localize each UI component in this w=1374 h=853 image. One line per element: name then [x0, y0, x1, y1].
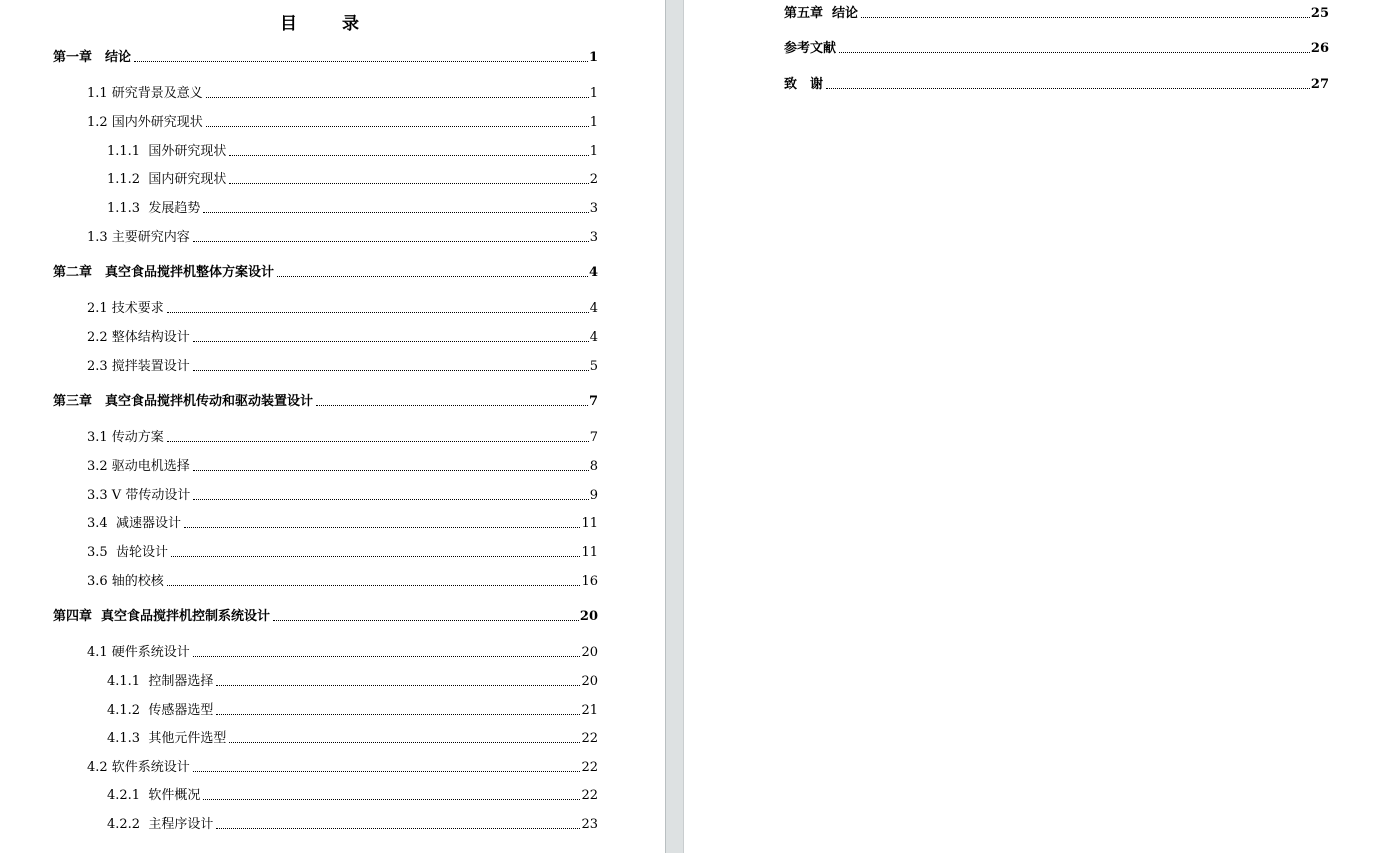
toc-entry[interactable] [87, 571, 598, 591]
toc-entry-title: 2.2 整体结构设计 [87, 330, 190, 345]
toc-leader-dots [216, 714, 580, 715]
toc-leader-dots [216, 685, 580, 686]
toc-page-right [684, 0, 1374, 853]
toc-entry[interactable] [87, 356, 598, 376]
toc-leader-dots [203, 799, 580, 800]
toc-entry-title: 3.6 轴的校核 [87, 574, 164, 589]
toc-leader-dots [826, 88, 1310, 89]
toc-entry[interactable] [784, 3, 1329, 23]
toc-title: 目 录 [280, 14, 373, 34]
toc-entry[interactable] [107, 728, 598, 748]
toc-leader-dots [316, 405, 588, 406]
toc-entry[interactable] [107, 785, 598, 805]
toc-leader-dots [861, 17, 1310, 18]
toc-entry-title: 1.2 国内外研究现状 [87, 115, 203, 130]
toc-entry[interactable] [107, 671, 598, 691]
toc-entry[interactable] [784, 38, 1329, 58]
toc-leader-dots [193, 370, 589, 371]
toc-entry[interactable] [107, 141, 598, 161]
toc-page-left [0, 0, 665, 853]
toc-entry[interactable] [107, 198, 598, 218]
toc-entry-title: 4.2 软件系统设计 [87, 760, 190, 775]
toc-entry[interactable] [87, 227, 598, 247]
toc-entry-title: 2.3 搅拌装置设计 [87, 359, 190, 374]
toc-entry-page-number: 20 [579, 609, 598, 624]
toc-entry[interactable] [87, 456, 598, 476]
toc-entry-page-number: 7 [588, 394, 598, 409]
toc-entry-page-number: 27 [1310, 77, 1329, 92]
toc-entry[interactable] [87, 513, 598, 533]
toc-entry[interactable] [87, 542, 598, 562]
toc-entry-page-number: 16 [581, 574, 598, 589]
toc-leader-dots [229, 183, 588, 184]
toc-entry[interactable] [87, 642, 598, 662]
toc-entry-title: 1.1.1 国外研究现状 [107, 144, 227, 159]
toc-entry-page-number: 23 [581, 817, 598, 832]
toc-entry-title: 4.1.1 控制器选择 [107, 674, 214, 689]
toc-entry-title: 3.3 V 带传动设计 [87, 488, 191, 503]
toc-entry-title: 4.1 硬件系统设计 [87, 645, 190, 660]
toc-leader-dots [277, 276, 588, 277]
toc-entry-page-number: 26 [1310, 41, 1329, 56]
toc-entry[interactable] [53, 606, 598, 626]
toc-entry-page-number: 20 [581, 674, 598, 689]
toc-entry-title: 3.4 减速器设计 [87, 516, 181, 531]
toc-entry-page-number: 11 [581, 516, 598, 531]
toc-entry-title: 第五章 结论 [784, 6, 859, 21]
toc-leader-dots [184, 527, 581, 528]
toc-entry[interactable] [87, 327, 598, 347]
toc-entry-title: 参考文献 [784, 41, 837, 56]
toc-entry-title: 3.2 驱动电机选择 [87, 459, 190, 474]
toc-entry[interactable] [87, 112, 598, 132]
toc-entry-page-number: 1 [589, 86, 598, 101]
toc-entry-page-number: 21 [581, 703, 598, 718]
toc-leader-dots [206, 126, 589, 127]
toc-entry[interactable] [87, 485, 598, 505]
toc-entry-title: 1.1.2 国内研究现状 [107, 172, 227, 187]
toc-entry-page-number: 1 [589, 144, 598, 159]
toc-leader-dots [167, 312, 589, 313]
toc-entry-page-number: 8 [589, 459, 598, 474]
toc-entry-title: 4.2.1 软件概况 [107, 788, 201, 803]
toc-entry[interactable] [784, 74, 1329, 94]
toc-leader-dots [216, 828, 580, 829]
toc-entry-page-number: 1 [589, 115, 598, 130]
toc-leader-dots [203, 212, 588, 213]
toc-entry-title: 第四章 真空食品搅拌机控制系统设计 [53, 609, 271, 624]
toc-entry-title: 第三章 真空食品搅拌机传动和驱动装置设计 [53, 394, 314, 409]
toc-entry[interactable] [87, 427, 598, 447]
page-gutter [665, 0, 684, 853]
toc-entry-title: 3.1 传动方案 [87, 430, 164, 445]
toc-entry[interactable] [107, 700, 598, 720]
toc-entry-page-number: 22 [581, 731, 598, 746]
toc-entry-title: 4.1.2 传感器选型 [107, 703, 214, 718]
toc-leader-dots [193, 656, 581, 657]
toc-leader-dots [193, 470, 589, 471]
toc-leader-dots [839, 52, 1310, 53]
toc-entry-page-number: 11 [581, 545, 598, 560]
toc-leader-dots [193, 771, 581, 772]
toc-entry-page-number: 22 [581, 760, 598, 775]
toc-leader-dots [171, 556, 581, 557]
toc-entry-title: 1.1.3 发展趋势 [107, 201, 201, 216]
toc-entry-page-number: 2 [589, 172, 598, 187]
toc-entry-page-number: 1 [588, 50, 598, 65]
toc-entry-title: 1.3 主要研究内容 [87, 230, 190, 245]
toc-entry-title: 第一章 结论 [53, 50, 132, 65]
toc-entry-title: 第二章 真空食品搅拌机整体方案设计 [53, 265, 275, 280]
toc-entry[interactable] [87, 83, 598, 103]
toc-entry-title: 1.1 研究背景及意义 [87, 86, 203, 101]
toc-entry[interactable] [53, 47, 598, 67]
toc-entry-title: 4.1.3 其他元件选型 [107, 731, 227, 746]
toc-entry-page-number: 3 [589, 201, 598, 216]
toc-leader-dots [273, 620, 579, 621]
toc-entry-title: 致 谢 [784, 77, 824, 92]
toc-entry-page-number: 4 [588, 265, 598, 280]
toc-entry[interactable] [87, 757, 598, 777]
toc-leader-dots [193, 499, 588, 500]
toc-entry[interactable] [107, 169, 598, 189]
toc-entry-page-number: 5 [589, 359, 598, 374]
toc-entry-page-number: 4 [589, 330, 598, 345]
toc-leader-dots [193, 241, 589, 242]
toc-entry-page-number: 3 [589, 230, 598, 245]
toc-entry-title: 4.2.2 主程序设计 [107, 817, 214, 832]
toc-leader-dots [134, 61, 588, 62]
toc-entry-page-number: 4 [589, 301, 598, 316]
toc-entry-page-number: 9 [589, 488, 598, 503]
toc-entry-title: 3.5 齿轮设计 [87, 545, 168, 560]
toc-entry[interactable] [53, 391, 598, 411]
toc-entry[interactable] [107, 814, 598, 834]
toc-entry-page-number: 25 [1310, 6, 1329, 21]
toc-entry-page-number: 20 [581, 645, 598, 660]
toc-leader-dots [229, 742, 580, 743]
toc-leader-dots [167, 585, 581, 586]
toc-entry-page-number: 22 [581, 788, 598, 803]
toc-leader-dots [193, 341, 589, 342]
toc-entry-page-number: 7 [589, 430, 598, 445]
toc-entry[interactable] [53, 262, 598, 282]
toc-leader-dots [229, 155, 588, 156]
toc-leader-dots [167, 441, 589, 442]
toc-entry-title: 2.1 技术要求 [87, 301, 164, 316]
toc-leader-dots [206, 97, 589, 98]
toc-entry[interactable] [87, 298, 598, 318]
